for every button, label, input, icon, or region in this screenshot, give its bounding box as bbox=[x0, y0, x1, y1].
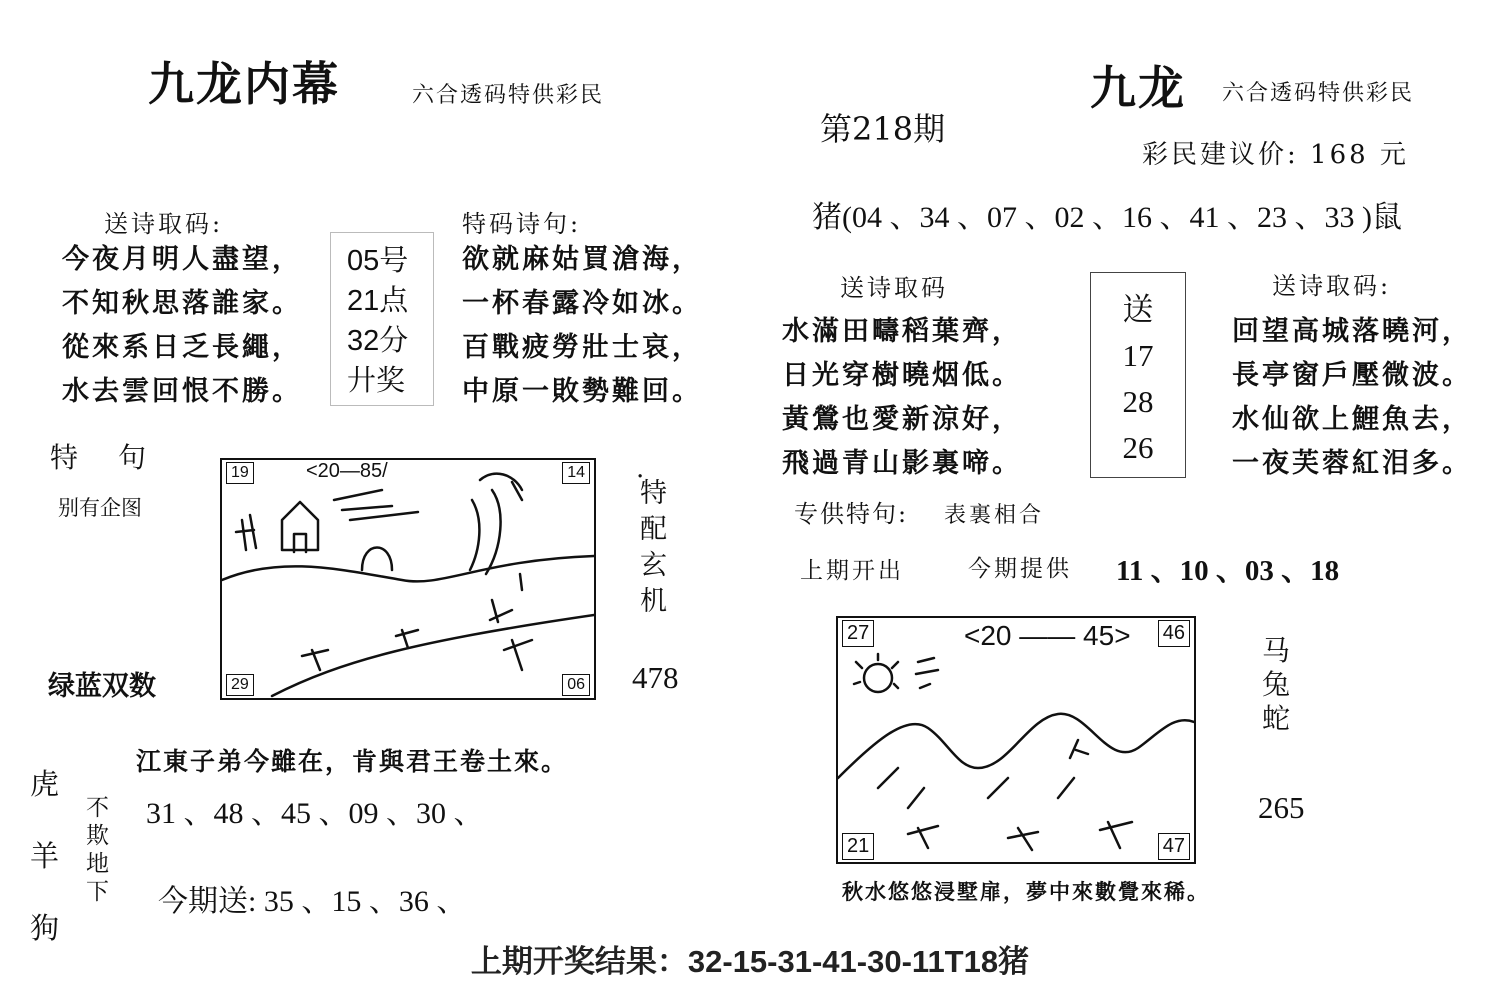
corner-number: 14 bbox=[562, 462, 590, 484]
poem-line: 長亭窗戶壓微波。 bbox=[1232, 360, 1472, 391]
poem-line: 中原一敗勢難回。 bbox=[462, 376, 702, 407]
numbers-prefix: 猪 bbox=[812, 200, 842, 235]
color-hint: 绿蓝双数 bbox=[48, 671, 156, 702]
vertical-char: 机 bbox=[640, 586, 667, 617]
corner-number: 21 bbox=[842, 833, 874, 860]
numbers-suffix: 鼠 bbox=[1371, 200, 1402, 235]
left-send-line: 今期送: 35 、15 、36 、 bbox=[158, 885, 467, 918]
right-sketch-text: <20 —— 45> bbox=[964, 620, 1131, 651]
zodiac-char: 虎 bbox=[30, 767, 60, 801]
last-issue-label: 上期开出 bbox=[800, 558, 904, 584]
left-small-column bbox=[86, 794, 109, 906]
right-special-label: 专供特句: bbox=[794, 500, 909, 528]
poem-line: 不知秋思落誰家。 bbox=[62, 288, 302, 319]
corner-number: 29 bbox=[226, 674, 254, 696]
small-char: 地 bbox=[86, 851, 109, 877]
poem-line: 黃鶯也愛新涼好， bbox=[782, 404, 1022, 435]
poem-line: 水滿田疇稻葉齊， bbox=[782, 316, 1022, 347]
numbers-list: (04 、34 、07 、02 、16 、41 、23 、33 ) bbox=[842, 201, 1372, 234]
last-result: 上期开奖结果：32-15-31-41-30-11T18猪 bbox=[470, 944, 1030, 979]
this-issue-label: 今期提供 bbox=[968, 556, 1072, 582]
left-poem1-heading: 送诗取码: bbox=[104, 210, 224, 238]
left-verse: 江東子弟今雖在，肯與君王卷土來。 bbox=[136, 747, 569, 776]
right-zodiac-column bbox=[1262, 634, 1290, 736]
poem-line: 欲就麻姑買滄海， bbox=[462, 244, 702, 275]
poem-line: 百戰疲勞壯士哀， bbox=[462, 332, 702, 363]
left-side-number: 478 bbox=[632, 660, 679, 695]
right-poem2-heading: 送诗取码: bbox=[1272, 272, 1392, 300]
left-special-heading: 特 句 bbox=[50, 441, 153, 474]
left-center-box bbox=[330, 232, 434, 406]
vertical-char: 特 bbox=[640, 478, 667, 509]
this-issue-numbers: 11 、10 、03 、18 bbox=[1116, 555, 1340, 587]
corner-number: 27 bbox=[842, 620, 874, 647]
box-line: 05号 bbox=[347, 245, 409, 277]
left-sketch-text: <20—85/ bbox=[306, 460, 388, 482]
vertical-char: 玄 bbox=[640, 550, 667, 581]
right-sketch-picture bbox=[836, 616, 1196, 864]
right-center-box bbox=[1090, 272, 1186, 478]
poem-line: 今夜月明人盡望， bbox=[62, 244, 302, 275]
vertical-char: 配 bbox=[640, 514, 667, 545]
right-poem1-heading: 送诗取码 bbox=[840, 274, 948, 302]
poem-line: 水仙欲上鯉魚去， bbox=[1232, 404, 1472, 435]
left-title: 九龙内幕 bbox=[148, 57, 340, 111]
left-poem2 bbox=[462, 238, 702, 414]
zodiac-char: 狗 bbox=[30, 911, 60, 945]
right-subtitle: 六合透码特供彩民 bbox=[1222, 81, 1415, 106]
corner-number: 19 bbox=[226, 462, 254, 484]
poem-line: 飛過青山影裏啼。 bbox=[782, 448, 1022, 479]
zodiac-char: 羊 bbox=[30, 839, 60, 873]
right-sketch-drawing bbox=[838, 618, 1194, 862]
zodiac-char: 兔 bbox=[1262, 668, 1291, 701]
poem-line: 從來系日乏長繩， bbox=[62, 332, 302, 363]
issue-number: 第218期 bbox=[820, 110, 946, 148]
box-line: 32分 bbox=[347, 325, 409, 357]
right-side-number: 265 bbox=[1258, 790, 1305, 825]
poem-line: 回望高城落曉河， bbox=[1232, 316, 1472, 347]
box-line: 送 bbox=[1122, 292, 1154, 327]
left-vertical-hint bbox=[640, 476, 667, 620]
corner-number: 46 bbox=[1158, 620, 1190, 647]
small-char: 下 bbox=[86, 879, 109, 905]
left-sketch-picture bbox=[220, 458, 596, 700]
left-poem1 bbox=[62, 238, 302, 414]
box-line: 廾奖 bbox=[347, 365, 406, 397]
corner-number: 47 bbox=[1158, 833, 1190, 860]
zodiac-char: 蛇 bbox=[1262, 702, 1291, 735]
right-verse: 秋水悠悠浸墅扉，夢中來數覺來稀。 bbox=[842, 879, 1210, 904]
box-line: 26 bbox=[1122, 430, 1154, 465]
zodiac-char: 马 bbox=[1262, 634, 1291, 667]
right-title: 九龙 bbox=[1090, 61, 1186, 115]
poem-line: 一杯春露冷如冰。 bbox=[462, 288, 702, 319]
left-sketch-drawing bbox=[222, 460, 594, 698]
vertical-dot: . bbox=[636, 454, 645, 484]
corner-number: 06 bbox=[562, 674, 590, 696]
right-poem1 bbox=[782, 310, 1022, 486]
left-special-phrase: 别有企图 bbox=[58, 496, 142, 520]
poem-line: 日光穿樹曉烟低。 bbox=[782, 360, 1022, 391]
zodiac-number-line bbox=[812, 192, 1402, 236]
box-line: 28 bbox=[1122, 384, 1154, 419]
left-zodiac-column bbox=[30, 748, 59, 964]
poem-line: 水去雲回恨不勝。 bbox=[62, 376, 302, 407]
left-poem2-heading: 特码诗句: bbox=[462, 210, 582, 238]
left-subtitle: 六合透码特供彩民 bbox=[412, 83, 605, 108]
price: 彩民建议价: 168 元 bbox=[1142, 140, 1409, 170]
small-char: 欺 bbox=[86, 823, 109, 849]
right-special-value: 表裏相合 bbox=[944, 503, 1045, 528]
right-poem2 bbox=[1232, 310, 1472, 486]
left-numbers-line: 31 、48 、45 、09 、30 、 bbox=[146, 797, 484, 830]
small-char: 不 bbox=[86, 795, 109, 821]
poem-line: 一夜芙蓉紅泪多。 bbox=[1232, 448, 1472, 479]
box-line: 17 bbox=[1122, 338, 1154, 373]
box-line: 21点 bbox=[347, 285, 409, 317]
